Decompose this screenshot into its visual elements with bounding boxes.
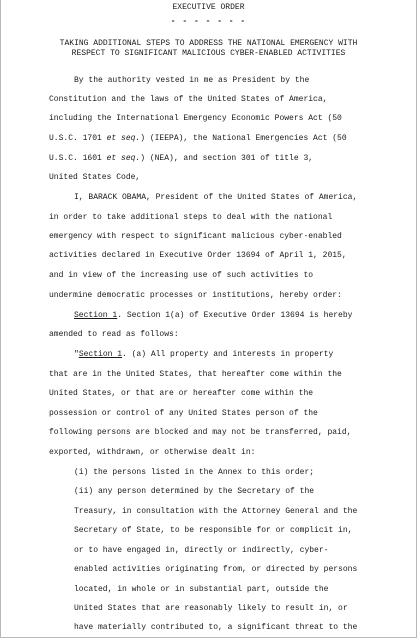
paragraph-4-line-3: United States, or that are or hereafter come within the [49, 389, 314, 399]
text-run: . Section 1(a) of Executive Order 13694 is hereby [117, 311, 353, 321]
paragraph-4-line-2: that are in the United States, that hereafter come within the [49, 370, 342, 380]
paragraph-1-line-3: including the International Emergency Economic Powers Act (50 [49, 114, 342, 124]
paragraph-4-line-4: possession or control of any United States person of the [49, 409, 318, 419]
section-heading: Section 1 [78, 350, 123, 360]
text-run: ) (NEA), and section 301 of title 3, [140, 154, 314, 164]
text-run: U.S.C. 1601 [49, 154, 107, 164]
paragraph-1-line-4 [49, 134, 347, 144]
list-item-ii-line-2: Treasury, in consultation with the Attorney General and the [74, 507, 358, 517]
list-item-ii-line-6: located, in whole or in substantial part, outside the [74, 585, 329, 595]
section-heading: Section 1 [74, 311, 118, 321]
list-item-ii-line-4: or to have engaged in, directly or indirectly, cyber- [74, 546, 329, 556]
italic-text: et seq. [106, 154, 141, 164]
list-item-ii-line-1: (ii) any person determined by the Secretary of the [74, 487, 315, 497]
paragraph-2-line-4: activities declared in Executive Order 13694 of April 1, 2015, [49, 251, 347, 261]
paragraph-2-line-3: emergency with respect to significant malicious cyber-enabled [49, 232, 342, 242]
document-subtitle-line-2: RESPECT TO SIGNIFICANT MALICIOUS CYBER-ENABLED ACTIVITIES [71, 48, 346, 58]
list-item-ii-line-7: United States that are reasonably likely to result in, or [74, 604, 348, 614]
text-run: U.S.C. 1701 [49, 134, 107, 144]
list-item-ii-line-3: Secretary of State, to be responsible for or complicit in, [74, 526, 353, 536]
list-item-i: (i) the persons listed in the Annex to this order; [74, 468, 315, 478]
paragraph-3-line-1 [74, 311, 352, 321]
paragraph-2-line-5: and in view of the increasing use of such activities to [49, 271, 314, 281]
text-run: ) (IEEPA), the National Emergencies Act (50 [140, 134, 347, 144]
paragraph-2-line-6: undermine democratic processes or institutions, hereby order: [49, 291, 342, 301]
paragraph-4-line-1 [74, 350, 333, 360]
paragraph-1-line-6: United States Code, [49, 173, 141, 183]
text-run: . (a) All property and interests in property [122, 350, 334, 360]
paragraph-1-line-1: By the authority vested in me as President by the [74, 76, 310, 86]
list-item-ii-line-8: have materially contributed to, a significant threat to the [74, 623, 358, 633]
italic-text: et seq. [106, 134, 141, 144]
text-run: " [74, 350, 79, 360]
paragraph-3-line-2: amended to read as follows: [49, 330, 179, 340]
paragraph-4-line-5: following persons are blocked and may not be transferred, paid, [49, 428, 352, 438]
paragraph-2-line-1: I, BARACK OBAMA, President of the United States of America, [74, 193, 358, 203]
document-title: EXECUTIVE ORDER [172, 3, 245, 12]
paragraph-1-line-5 [49, 154, 313, 164]
paragraph-2-line-2: in order to take additional steps to deal with the national [49, 213, 333, 223]
title-separator: - - - - - - - [170, 17, 247, 27]
document-subtitle-line-1: TAKING ADDITIONAL STEPS TO ADDRESS THE NATIONAL EMERGENCY WITH [59, 39, 358, 49]
paragraph-4-line-6: exported, withdrawn, or otherwise dealt in: [49, 448, 256, 458]
paragraph-1-line-2: Constitution and the laws of the United States of America, [49, 95, 328, 105]
list-item-ii-line-5: enabled activities originating from, or directed by persons [74, 565, 358, 575]
